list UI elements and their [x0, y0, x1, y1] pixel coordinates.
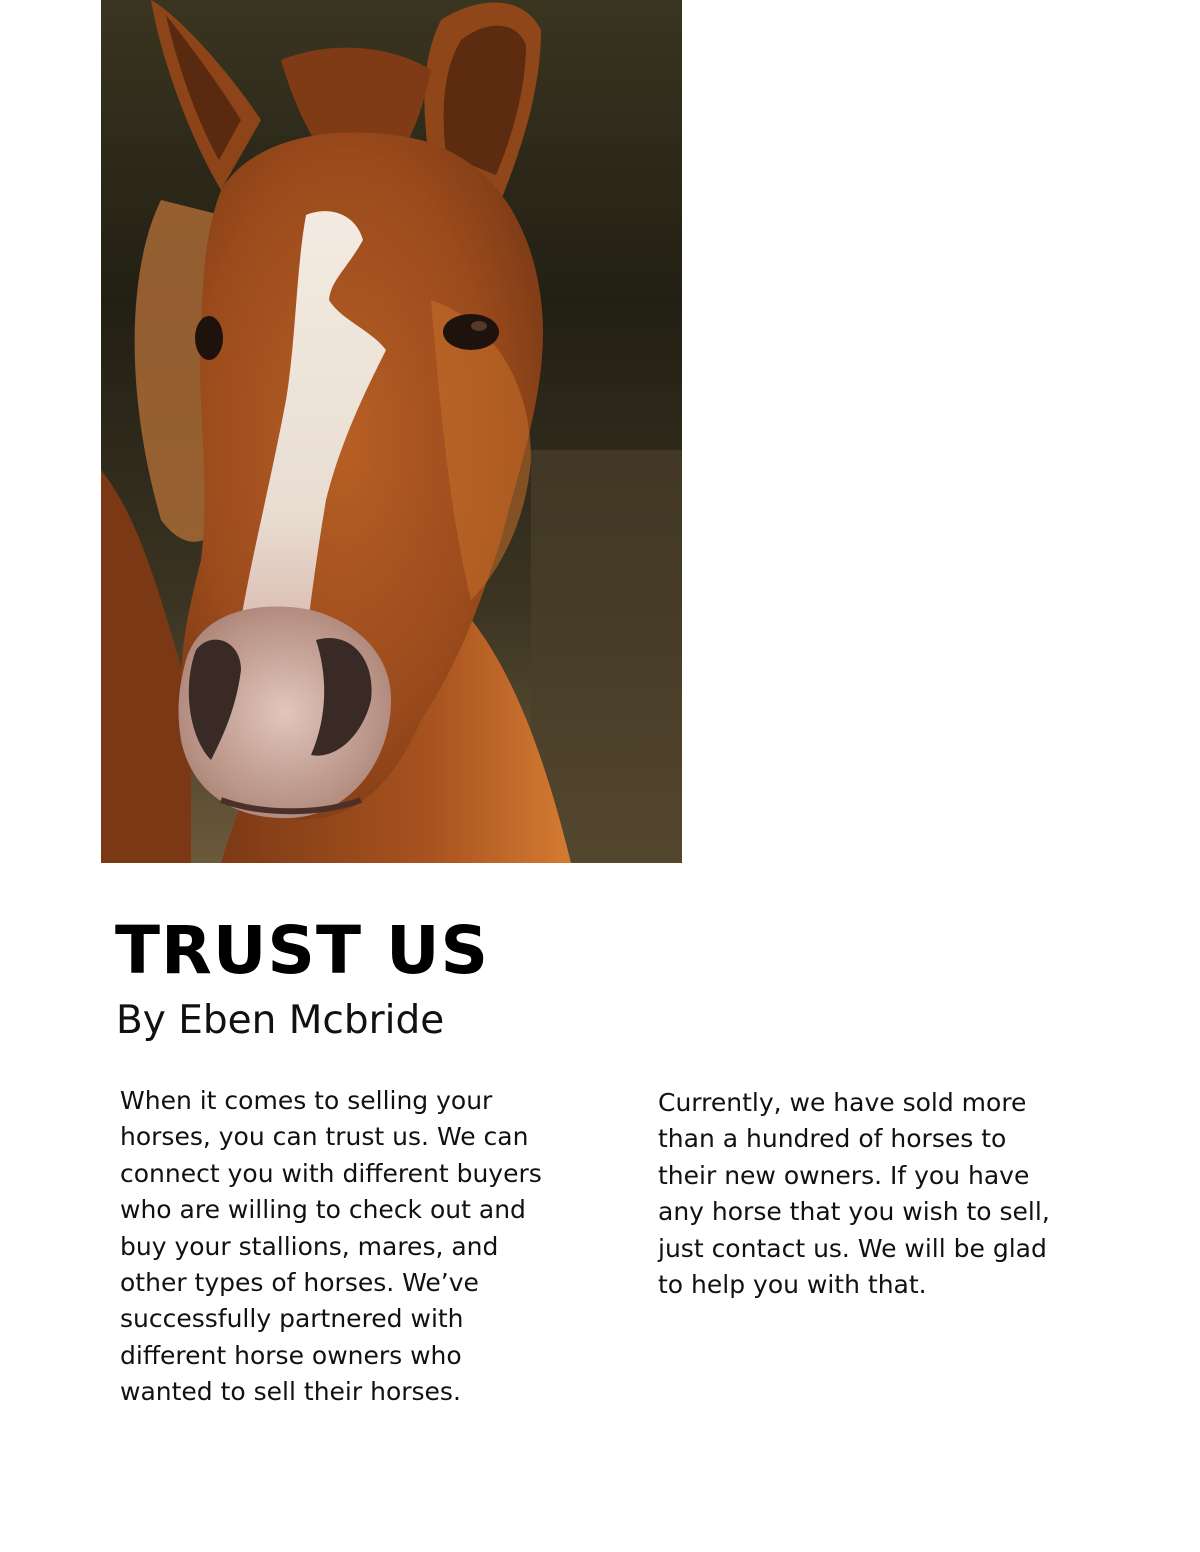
article-title: TRUST US	[115, 912, 490, 989]
paragraph-line: horses, you can trust us. We can	[120, 1122, 529, 1152]
horse-photo	[101, 0, 682, 863]
paragraph-line: to help you with that.	[658, 1270, 927, 1300]
paragraph-line: who are willing to check out and	[120, 1195, 526, 1225]
article-column-left	[120, 1083, 542, 1411]
paragraph-line: wanted to sell their horses.	[120, 1377, 461, 1407]
paragraph-line: than a hundred of horses to	[658, 1124, 1007, 1154]
paragraph-line: different horse owners who	[120, 1340, 462, 1370]
paragraph-line: successfully partnered with	[120, 1304, 464, 1334]
paragraph-line: their new owners. If you have	[658, 1160, 1030, 1190]
horse-illustration	[101, 0, 682, 863]
paragraph-line: buy your stallions, mares, and	[120, 1231, 499, 1261]
paragraph-line: any horse that you wish to sell,	[658, 1197, 1050, 1227]
paragraph-line: connect you with different buyers	[120, 1158, 542, 1188]
paragraph-line: When it comes to selling your	[120, 1086, 493, 1115]
article-column-right	[658, 1085, 1050, 1303]
paragraph-line: other types of horses. We’ve	[120, 1268, 479, 1298]
paragraph-line: Currently, we have sold more	[658, 1088, 1027, 1117]
paragraph-line: just contact us. We will be glad	[658, 1233, 1047, 1263]
article-byline: By Eben Mcbride	[116, 998, 445, 1043]
